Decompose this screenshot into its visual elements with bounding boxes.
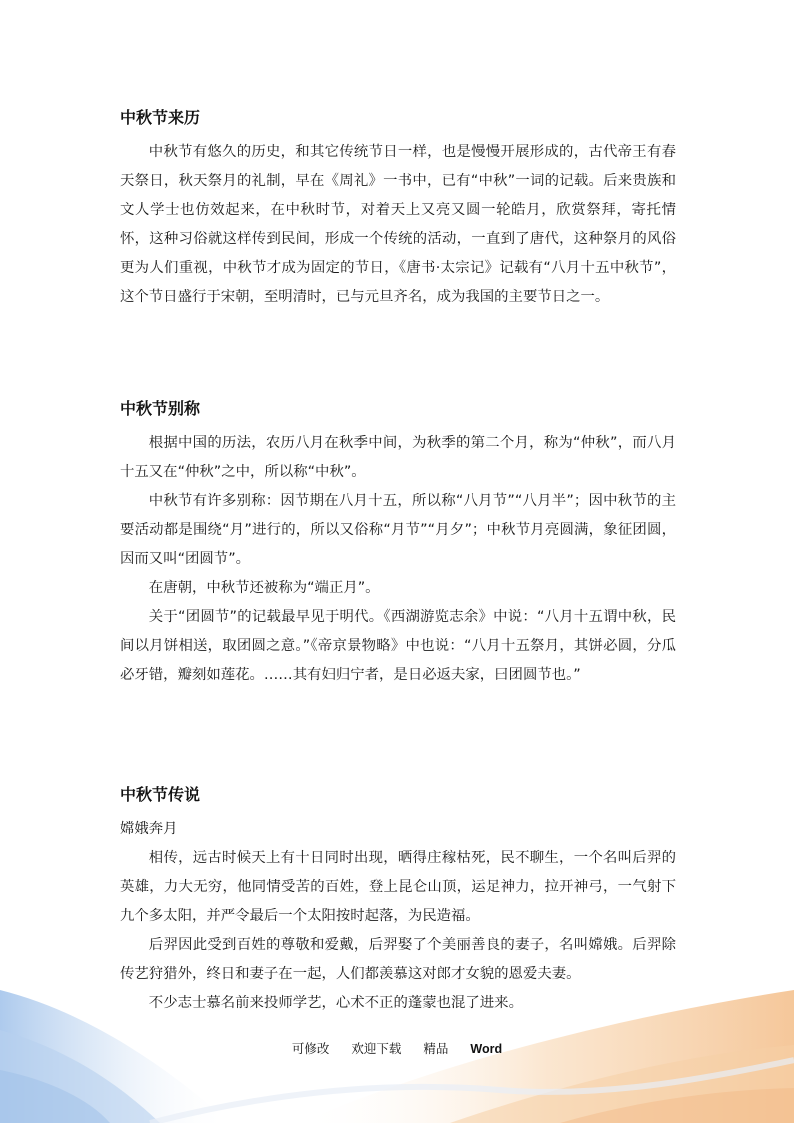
paragraph: 相传，远古时候天上有十日同时出现，晒得庄稼枯死，民不聊生，一个名叫后羿的英雄，力大无穷，他同情受苦的百姓，登上昆仑山顶，运足神力，拉开神弓，一气射下九个多太阳，并严令最后一个太阳按时起落，为民造福。: [120, 850, 676, 924]
section-title-legends: 中秋节传说: [120, 785, 201, 804]
section-body-origin: [120, 138, 676, 312]
footer-quality: 精品: [423, 1041, 449, 1056]
footer-welcome: 欢迎下载: [351, 1041, 402, 1056]
paragraph: 中秋节有悠久的历史，和其它传统节日一样，也是慢慢开展形成的，古代帝王有春天祭日，秋天祭月的礼制，早在《周礼》一书中，已有“中秋”一词的记载。后来贵族和文人学士也仿效起来，在中秋时节，对着天上又亮又圆一轮皓月，欣赏祭拜，寄托情怀，这种习俗就这样传到民间，形成一个传统的活动，一直到了唐代，这种祭月的风俗更为人们重视，中秋节才成为固定的节日，《唐书·太宗记》记载有“八月十五中秋节”，这个节日盛行于宋朝，至明清时，已与元旦齐名，成为我国的主要节日之一。: [120, 144, 676, 305]
paragraph: 不少志士慕名前来投师学艺，心术不正的蓬蒙也混了进来。: [148, 995, 523, 1011]
footer-editable: 可修改: [291, 1041, 330, 1056]
section-body-legends: [120, 815, 676, 1018]
footer-format: Word: [470, 1042, 503, 1056]
section-title-aliases: 中秋节别称: [120, 399, 201, 418]
section-title-origin: 中秋节来历: [120, 108, 201, 127]
paragraph: 关于“团圆节”的记载最早见于明代。《西湖游览志余》中说：“八月十五谓中秋，民间以月饼相送，取团圆之意。”《帝京景物略》中也说：“八月十五祭月，其饼必圆，分瓜必牙错，瓣刻如莲花。……其有妇归宁者，是日必返夫家，曰团圆节也。”: [120, 609, 676, 683]
section-body-aliases: [120, 429, 676, 690]
page-footer: [0, 1039, 794, 1057]
paragraph: 中秋节有许多别称：因节期在八月十五，所以称“八月节”“八月半”；因中秋节的主要活动都是围绕“月”进行的，所以又俗称“月节”“月夕”；中秋节月亮圆满，象征团圆，因而又叫“团圆节”。: [120, 493, 676, 567]
subheading-change-e: 嫦娥奔月: [120, 821, 178, 837]
paragraph: 在唐朝，中秋节还被称为“端正月”。: [148, 580, 380, 596]
paragraph: 后羿因此受到百姓的尊敬和爱戴，后羿娶了个美丽善良的妻子，名叫嫦娥。后羿除传艺狩猎外，终日和妻子在一起，人们都羡慕这对郎才女貌的恩爱夫妻。: [120, 937, 676, 982]
paragraph: 根据中国的历法，农历八月在秋季中间，为秋季的第二个月，称为“仲秋”，而八月十五又在“仲秋”之中，所以称“中秋”。: [120, 435, 676, 480]
